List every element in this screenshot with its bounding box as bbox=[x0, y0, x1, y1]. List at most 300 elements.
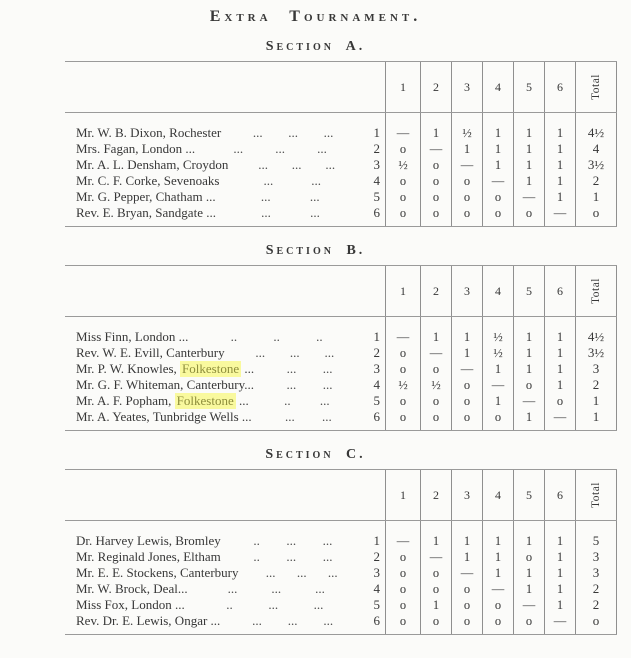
player-name-cell bbox=[65, 125, 385, 141]
leader-dots: ... bbox=[263, 173, 274, 188]
row-number: 6 bbox=[373, 205, 380, 220]
leader-dots: ... bbox=[255, 345, 266, 360]
player-name-cell bbox=[65, 205, 385, 221]
result-cell: — bbox=[544, 205, 575, 221]
spacer-cell bbox=[451, 521, 482, 533]
result-cell: — bbox=[420, 141, 451, 157]
result-cell: o bbox=[420, 157, 451, 173]
player-name: Mr. Reginald Jones, Eltham bbox=[76, 549, 221, 564]
player-name-cell bbox=[65, 581, 385, 597]
total-label: Total bbox=[590, 278, 602, 304]
result-cell: o bbox=[420, 173, 451, 189]
result-cell: — bbox=[513, 393, 544, 409]
leader-dots: ... bbox=[325, 157, 336, 172]
player-name: Miss Fox, London ... bbox=[76, 597, 185, 612]
total-column-header bbox=[575, 62, 617, 112]
leader-dots: ... bbox=[258, 157, 268, 172]
player-name: Mr. A. Yeates, Tunbridge Wells ... bbox=[76, 409, 252, 424]
total-cell: 4 bbox=[575, 141, 617, 157]
leader-dots: ... bbox=[327, 565, 338, 580]
row-number: 6 bbox=[373, 409, 380, 424]
pad-cell bbox=[575, 221, 617, 226]
result-cell: 1 bbox=[513, 409, 544, 425]
total-cell: 3½ bbox=[575, 345, 617, 361]
pad-cell bbox=[544, 629, 575, 634]
leader-dots: .. bbox=[273, 329, 280, 344]
player-name: ... bbox=[241, 361, 255, 376]
round-column-header: 6 bbox=[544, 62, 575, 112]
result-cell: 1 bbox=[482, 157, 513, 173]
result-cell: — bbox=[513, 189, 544, 205]
table-row bbox=[65, 533, 617, 549]
total-cell: 1 bbox=[575, 189, 617, 205]
table-row bbox=[65, 189, 617, 205]
player-name-cell bbox=[65, 329, 385, 345]
result-cell: 1 bbox=[513, 361, 544, 377]
spacer-cell bbox=[451, 317, 482, 329]
leader-dots: ... bbox=[321, 409, 332, 424]
round-column-header: 1 bbox=[385, 62, 420, 112]
result-cell: 1 bbox=[420, 125, 451, 141]
total-cell: 2 bbox=[575, 377, 617, 393]
result-cell: 1 bbox=[544, 549, 575, 565]
result-cell: 1 bbox=[544, 345, 575, 361]
result-cell: o bbox=[385, 205, 420, 221]
pad-cell bbox=[385, 629, 420, 634]
leader-dots: ... bbox=[322, 533, 333, 548]
result-cell: 1 bbox=[482, 533, 513, 549]
total-cell: o bbox=[575, 613, 617, 629]
table-row bbox=[65, 409, 617, 425]
result-cell: 1 bbox=[482, 565, 513, 581]
leader-dots: ... bbox=[271, 581, 282, 596]
total-cell: 1 bbox=[575, 393, 617, 409]
player-column-header bbox=[65, 470, 385, 520]
spacer-cell bbox=[65, 521, 385, 533]
spacer-row bbox=[65, 317, 617, 329]
page-title: Extra Tournament. bbox=[209, 8, 422, 25]
total-label: Total bbox=[590, 482, 602, 508]
leader-dots: ... bbox=[317, 141, 327, 156]
result-cell: o bbox=[420, 613, 451, 629]
pad-cell bbox=[65, 425, 385, 430]
result-cell: o bbox=[451, 613, 482, 629]
spacer-cell bbox=[451, 113, 482, 125]
spacer-cell bbox=[420, 113, 451, 125]
player-name-cell bbox=[65, 377, 385, 393]
result-cell: 1 bbox=[513, 157, 544, 173]
spacer-cell bbox=[544, 113, 575, 125]
pad-cell bbox=[544, 221, 575, 226]
leader-dots: ... bbox=[252, 613, 262, 628]
spacer-cell bbox=[482, 317, 513, 329]
result-cell: o bbox=[385, 409, 420, 425]
row-number: 3 bbox=[373, 157, 380, 172]
result-cell: 1 bbox=[513, 141, 544, 157]
result-cell: o bbox=[420, 205, 451, 221]
player-name: Rev. Dr. E. Lewis, Ongar ... bbox=[76, 613, 221, 628]
result-cell: o bbox=[420, 565, 451, 581]
dot-leader bbox=[221, 125, 365, 141]
player-name: Rev. W. E. Evill, Canterbury bbox=[76, 345, 225, 360]
result-cell: o bbox=[385, 141, 420, 157]
table-row bbox=[65, 565, 617, 581]
row-number: 4 bbox=[373, 173, 380, 188]
total-cell: 3 bbox=[575, 565, 617, 581]
result-cell: o bbox=[420, 409, 451, 425]
player-name: Mr. A. L. Densham, Croydon bbox=[76, 157, 229, 172]
result-cell: — bbox=[544, 613, 575, 629]
result-cell: o bbox=[513, 205, 544, 221]
round-column-header: 3 bbox=[451, 470, 482, 520]
result-cell: o bbox=[513, 549, 544, 565]
result-cell: ½ bbox=[385, 377, 420, 393]
result-cell: 1 bbox=[513, 565, 544, 581]
dot-leader bbox=[238, 565, 365, 581]
player-name: Mr. W. Brock, Deal... bbox=[76, 581, 188, 596]
result-cell: o bbox=[482, 189, 513, 205]
result-cell: — bbox=[451, 361, 482, 377]
row-number: 2 bbox=[373, 345, 380, 360]
leader-dots: ... bbox=[261, 205, 271, 220]
table-row bbox=[65, 361, 617, 377]
leader-dots: .. bbox=[226, 597, 233, 612]
leader-dots: ... bbox=[322, 549, 333, 564]
result-cell: — bbox=[385, 125, 420, 141]
round-column-header: 1 bbox=[385, 266, 420, 316]
result-cell: o bbox=[451, 409, 482, 425]
round-column-header: 3 bbox=[451, 62, 482, 112]
result-cell: 1 bbox=[513, 173, 544, 189]
result-cell: o bbox=[451, 581, 482, 597]
table-row bbox=[65, 173, 617, 189]
result-cell: o bbox=[451, 205, 482, 221]
table-row bbox=[65, 329, 617, 345]
round-column-header: 1 bbox=[385, 470, 420, 520]
result-cell: o bbox=[385, 581, 420, 597]
result-cell: o bbox=[420, 189, 451, 205]
round-column-header: 4 bbox=[482, 62, 513, 112]
section-b bbox=[0, 242, 631, 431]
player-name-cell bbox=[65, 597, 385, 613]
total-cell: 4½ bbox=[575, 125, 617, 141]
leader-dots: ... bbox=[311, 173, 321, 188]
pad-cell bbox=[65, 221, 385, 226]
row-number: 1 bbox=[373, 125, 380, 140]
table-row bbox=[65, 549, 617, 565]
round-column-header: 3 bbox=[451, 266, 482, 316]
row-number: 5 bbox=[373, 597, 380, 612]
leader-dots: ... bbox=[323, 125, 334, 140]
result-cell: 1 bbox=[544, 157, 575, 173]
result-cell: 1 bbox=[544, 141, 575, 157]
row-number: 2 bbox=[373, 141, 380, 156]
leader-dots: ... bbox=[286, 533, 297, 548]
header-row bbox=[65, 266, 617, 317]
leader-dots: ... bbox=[323, 613, 334, 628]
leader-dots: ... bbox=[315, 581, 325, 596]
row-number: 6 bbox=[373, 613, 380, 628]
player-column-header bbox=[65, 62, 385, 112]
result-cell: o bbox=[385, 173, 420, 189]
result-cell: — bbox=[513, 597, 544, 613]
pad-cell bbox=[65, 629, 385, 634]
pad-row bbox=[65, 629, 617, 634]
result-cell: 1 bbox=[420, 533, 451, 549]
spacer-cell bbox=[385, 113, 420, 125]
row-number: 3 bbox=[373, 361, 380, 376]
result-cell: — bbox=[385, 329, 420, 345]
player-name: Mr. A. F. Popham, bbox=[76, 393, 175, 408]
pad-cell bbox=[482, 221, 513, 226]
pad-cell bbox=[451, 629, 482, 634]
player-name: Mr. C. F. Corke, Sevenoaks bbox=[76, 173, 220, 188]
total-cell: 5 bbox=[575, 533, 617, 549]
round-column-header: 5 bbox=[513, 62, 544, 112]
result-cell: o bbox=[420, 361, 451, 377]
dot-leader bbox=[188, 581, 365, 597]
round-column-header: 2 bbox=[420, 62, 451, 112]
result-cell: o bbox=[385, 549, 420, 565]
result-cell: 1 bbox=[544, 173, 575, 189]
crosstable-section-b bbox=[65, 265, 617, 431]
player-name-cell bbox=[65, 565, 385, 581]
result-cell: 1 bbox=[513, 533, 544, 549]
result-cell: o bbox=[385, 565, 420, 581]
pad-cell bbox=[513, 425, 544, 430]
pad-cell bbox=[513, 629, 544, 634]
row-number: 4 bbox=[373, 377, 380, 392]
crosstable-section-c bbox=[65, 469, 617, 635]
spacer-cell bbox=[575, 113, 617, 125]
spacer-cell bbox=[482, 113, 513, 125]
total-cell: 2 bbox=[575, 173, 617, 189]
leader-dots: .. bbox=[253, 549, 260, 564]
spacer-cell bbox=[544, 317, 575, 329]
spacer-cell bbox=[65, 317, 385, 329]
result-cell: 1 bbox=[482, 361, 513, 377]
pad-cell bbox=[482, 629, 513, 634]
table-row bbox=[65, 141, 617, 157]
leader-dots: ... bbox=[227, 581, 238, 596]
result-cell: 1 bbox=[544, 565, 575, 581]
highlight-folkestone: Folkestone bbox=[176, 393, 234, 408]
player-name: Dr. Harvey Lewis, Bromley bbox=[76, 533, 221, 548]
total-cell: 3 bbox=[575, 361, 617, 377]
spacer-cell bbox=[513, 521, 544, 533]
result-cell: o bbox=[385, 361, 420, 377]
dot-leader bbox=[254, 361, 365, 377]
player-name: Rev. E. Bryan, Sandgate ... bbox=[76, 205, 216, 220]
result-cell: ½ bbox=[482, 329, 513, 345]
row-number: 5 bbox=[373, 393, 380, 408]
result-cell: — bbox=[482, 173, 513, 189]
dot-leader bbox=[216, 189, 365, 205]
result-cell: o bbox=[451, 189, 482, 205]
result-cell: 1 bbox=[544, 581, 575, 597]
player-name-cell bbox=[65, 345, 385, 361]
round-column-header: 5 bbox=[513, 266, 544, 316]
leader-dots: ... bbox=[268, 597, 279, 612]
leader-dots: ... bbox=[233, 141, 244, 156]
result-cell: o bbox=[385, 189, 420, 205]
result-cell: o bbox=[385, 597, 420, 613]
result-cell: o bbox=[513, 377, 544, 393]
pad-cell bbox=[420, 425, 451, 430]
round-column-header: 2 bbox=[420, 266, 451, 316]
round-column-header: 4 bbox=[482, 470, 513, 520]
pad-cell bbox=[451, 425, 482, 430]
total-column-header bbox=[575, 470, 617, 520]
result-cell: 1 bbox=[544, 597, 575, 613]
player-name: Mr. W. B. Dixon, Rochester bbox=[76, 125, 222, 140]
player-column-header bbox=[65, 266, 385, 316]
leader-dots: ... bbox=[289, 345, 300, 360]
section-c-heading: Section C. bbox=[265, 447, 366, 462]
result-cell: o bbox=[420, 581, 451, 597]
round-column-header: 6 bbox=[544, 470, 575, 520]
total-cell: 2 bbox=[575, 597, 617, 613]
result-cell: — bbox=[544, 409, 575, 425]
spacer-cell bbox=[385, 317, 420, 329]
spacer-row bbox=[65, 113, 617, 125]
row-number: 4 bbox=[373, 581, 380, 596]
result-cell: — bbox=[451, 157, 482, 173]
dot-leader bbox=[249, 393, 365, 409]
total-column-header bbox=[575, 266, 617, 316]
dot-leader bbox=[221, 533, 365, 549]
player-name-cell bbox=[65, 173, 385, 189]
result-cell: 1 bbox=[482, 393, 513, 409]
leader-dots: ... bbox=[288, 125, 298, 140]
dot-leader bbox=[219, 173, 365, 189]
leader-dots: ... bbox=[324, 345, 335, 360]
result-cell: 1 bbox=[513, 581, 544, 597]
leader-dots: .. bbox=[284, 393, 291, 408]
pad-cell bbox=[420, 221, 451, 226]
total-cell: 2 bbox=[575, 581, 617, 597]
player-name-cell bbox=[65, 141, 385, 157]
result-cell: 1 bbox=[544, 329, 575, 345]
leader-dots: ... bbox=[322, 361, 333, 376]
pad-cell bbox=[575, 425, 617, 430]
result-cell: — bbox=[451, 565, 482, 581]
player-name: Mr. G. Pepper, Chatham ... bbox=[76, 189, 216, 204]
player-name-cell bbox=[65, 393, 385, 409]
total-cell: 3 bbox=[575, 549, 617, 565]
total-cell: 3½ bbox=[575, 157, 617, 173]
result-cell: ½ bbox=[482, 345, 513, 361]
result-cell: — bbox=[385, 533, 420, 549]
result-cell: ½ bbox=[451, 125, 482, 141]
leader-dots: ... bbox=[252, 125, 263, 140]
row-number: 1 bbox=[373, 533, 380, 548]
spacer-cell bbox=[420, 317, 451, 329]
pad-cell bbox=[451, 221, 482, 226]
result-cell: o bbox=[451, 377, 482, 393]
table-row bbox=[65, 613, 617, 629]
result-cell: — bbox=[482, 581, 513, 597]
result-cell: o bbox=[385, 613, 420, 629]
pad-cell bbox=[385, 221, 420, 226]
dot-leader bbox=[195, 141, 365, 157]
section-c bbox=[0, 446, 631, 635]
table-row bbox=[65, 377, 617, 393]
leader-dots: ... bbox=[296, 565, 307, 580]
spacer-row bbox=[65, 521, 617, 533]
spacer-cell bbox=[482, 521, 513, 533]
leader-dots: ... bbox=[291, 157, 302, 172]
result-cell: 1 bbox=[451, 345, 482, 361]
total-cell: o bbox=[575, 205, 617, 221]
table-row bbox=[65, 125, 617, 141]
row-number: 5 bbox=[373, 189, 380, 204]
header-row bbox=[65, 470, 617, 521]
pad-row bbox=[65, 221, 617, 226]
spacer-cell bbox=[420, 521, 451, 533]
result-cell: — bbox=[420, 549, 451, 565]
result-cell: o bbox=[451, 393, 482, 409]
result-cell: 1 bbox=[544, 125, 575, 141]
player-name: Miss Finn, London ... bbox=[76, 329, 189, 344]
table-row bbox=[65, 393, 617, 409]
dot-leader bbox=[216, 205, 365, 221]
result-cell: o bbox=[513, 613, 544, 629]
leader-dots: .. bbox=[316, 329, 323, 344]
leader-dots: ... bbox=[265, 565, 276, 580]
spacer-cell bbox=[575, 317, 617, 329]
dot-leader bbox=[252, 409, 365, 425]
result-cell: 1 bbox=[544, 361, 575, 377]
result-cell: ½ bbox=[420, 377, 451, 393]
leader-dots: .. bbox=[230, 329, 238, 344]
leader-dots: .. bbox=[253, 533, 260, 548]
scanned-page bbox=[0, 7, 631, 658]
result-cell: 1 bbox=[513, 329, 544, 345]
leader-dots: ... bbox=[284, 409, 295, 424]
leader-dots: ... bbox=[260, 189, 271, 204]
result-cell: ½ bbox=[385, 157, 420, 173]
spacer-cell bbox=[65, 113, 385, 125]
dot-leader bbox=[228, 157, 365, 173]
dot-leader bbox=[225, 345, 365, 361]
spacer-cell bbox=[513, 317, 544, 329]
result-cell: — bbox=[482, 377, 513, 393]
dot-leader bbox=[188, 329, 365, 345]
spacer-cell bbox=[575, 521, 617, 533]
result-cell: 1 bbox=[451, 549, 482, 565]
round-column-header: 2 bbox=[420, 470, 451, 520]
section-a-heading: Section A. bbox=[265, 39, 366, 54]
spacer-cell bbox=[385, 521, 420, 533]
leader-dots: ... bbox=[287, 613, 298, 628]
pad-cell bbox=[544, 425, 575, 430]
player-name-cell bbox=[65, 533, 385, 549]
section-a bbox=[0, 38, 631, 227]
round-column-header: 5 bbox=[513, 470, 544, 520]
player-name: ... bbox=[235, 393, 249, 408]
player-name: Mr. E. E. Stockens, Canterbury bbox=[76, 565, 239, 580]
player-name-cell bbox=[65, 361, 385, 377]
result-cell: 1 bbox=[513, 125, 544, 141]
player-name-cell bbox=[65, 157, 385, 173]
result-cell: 1 bbox=[420, 329, 451, 345]
spacer-cell bbox=[544, 521, 575, 533]
leader-dots: ... bbox=[322, 377, 333, 392]
pad-cell bbox=[420, 629, 451, 634]
pad-cell bbox=[575, 629, 617, 634]
result-cell: o bbox=[482, 613, 513, 629]
